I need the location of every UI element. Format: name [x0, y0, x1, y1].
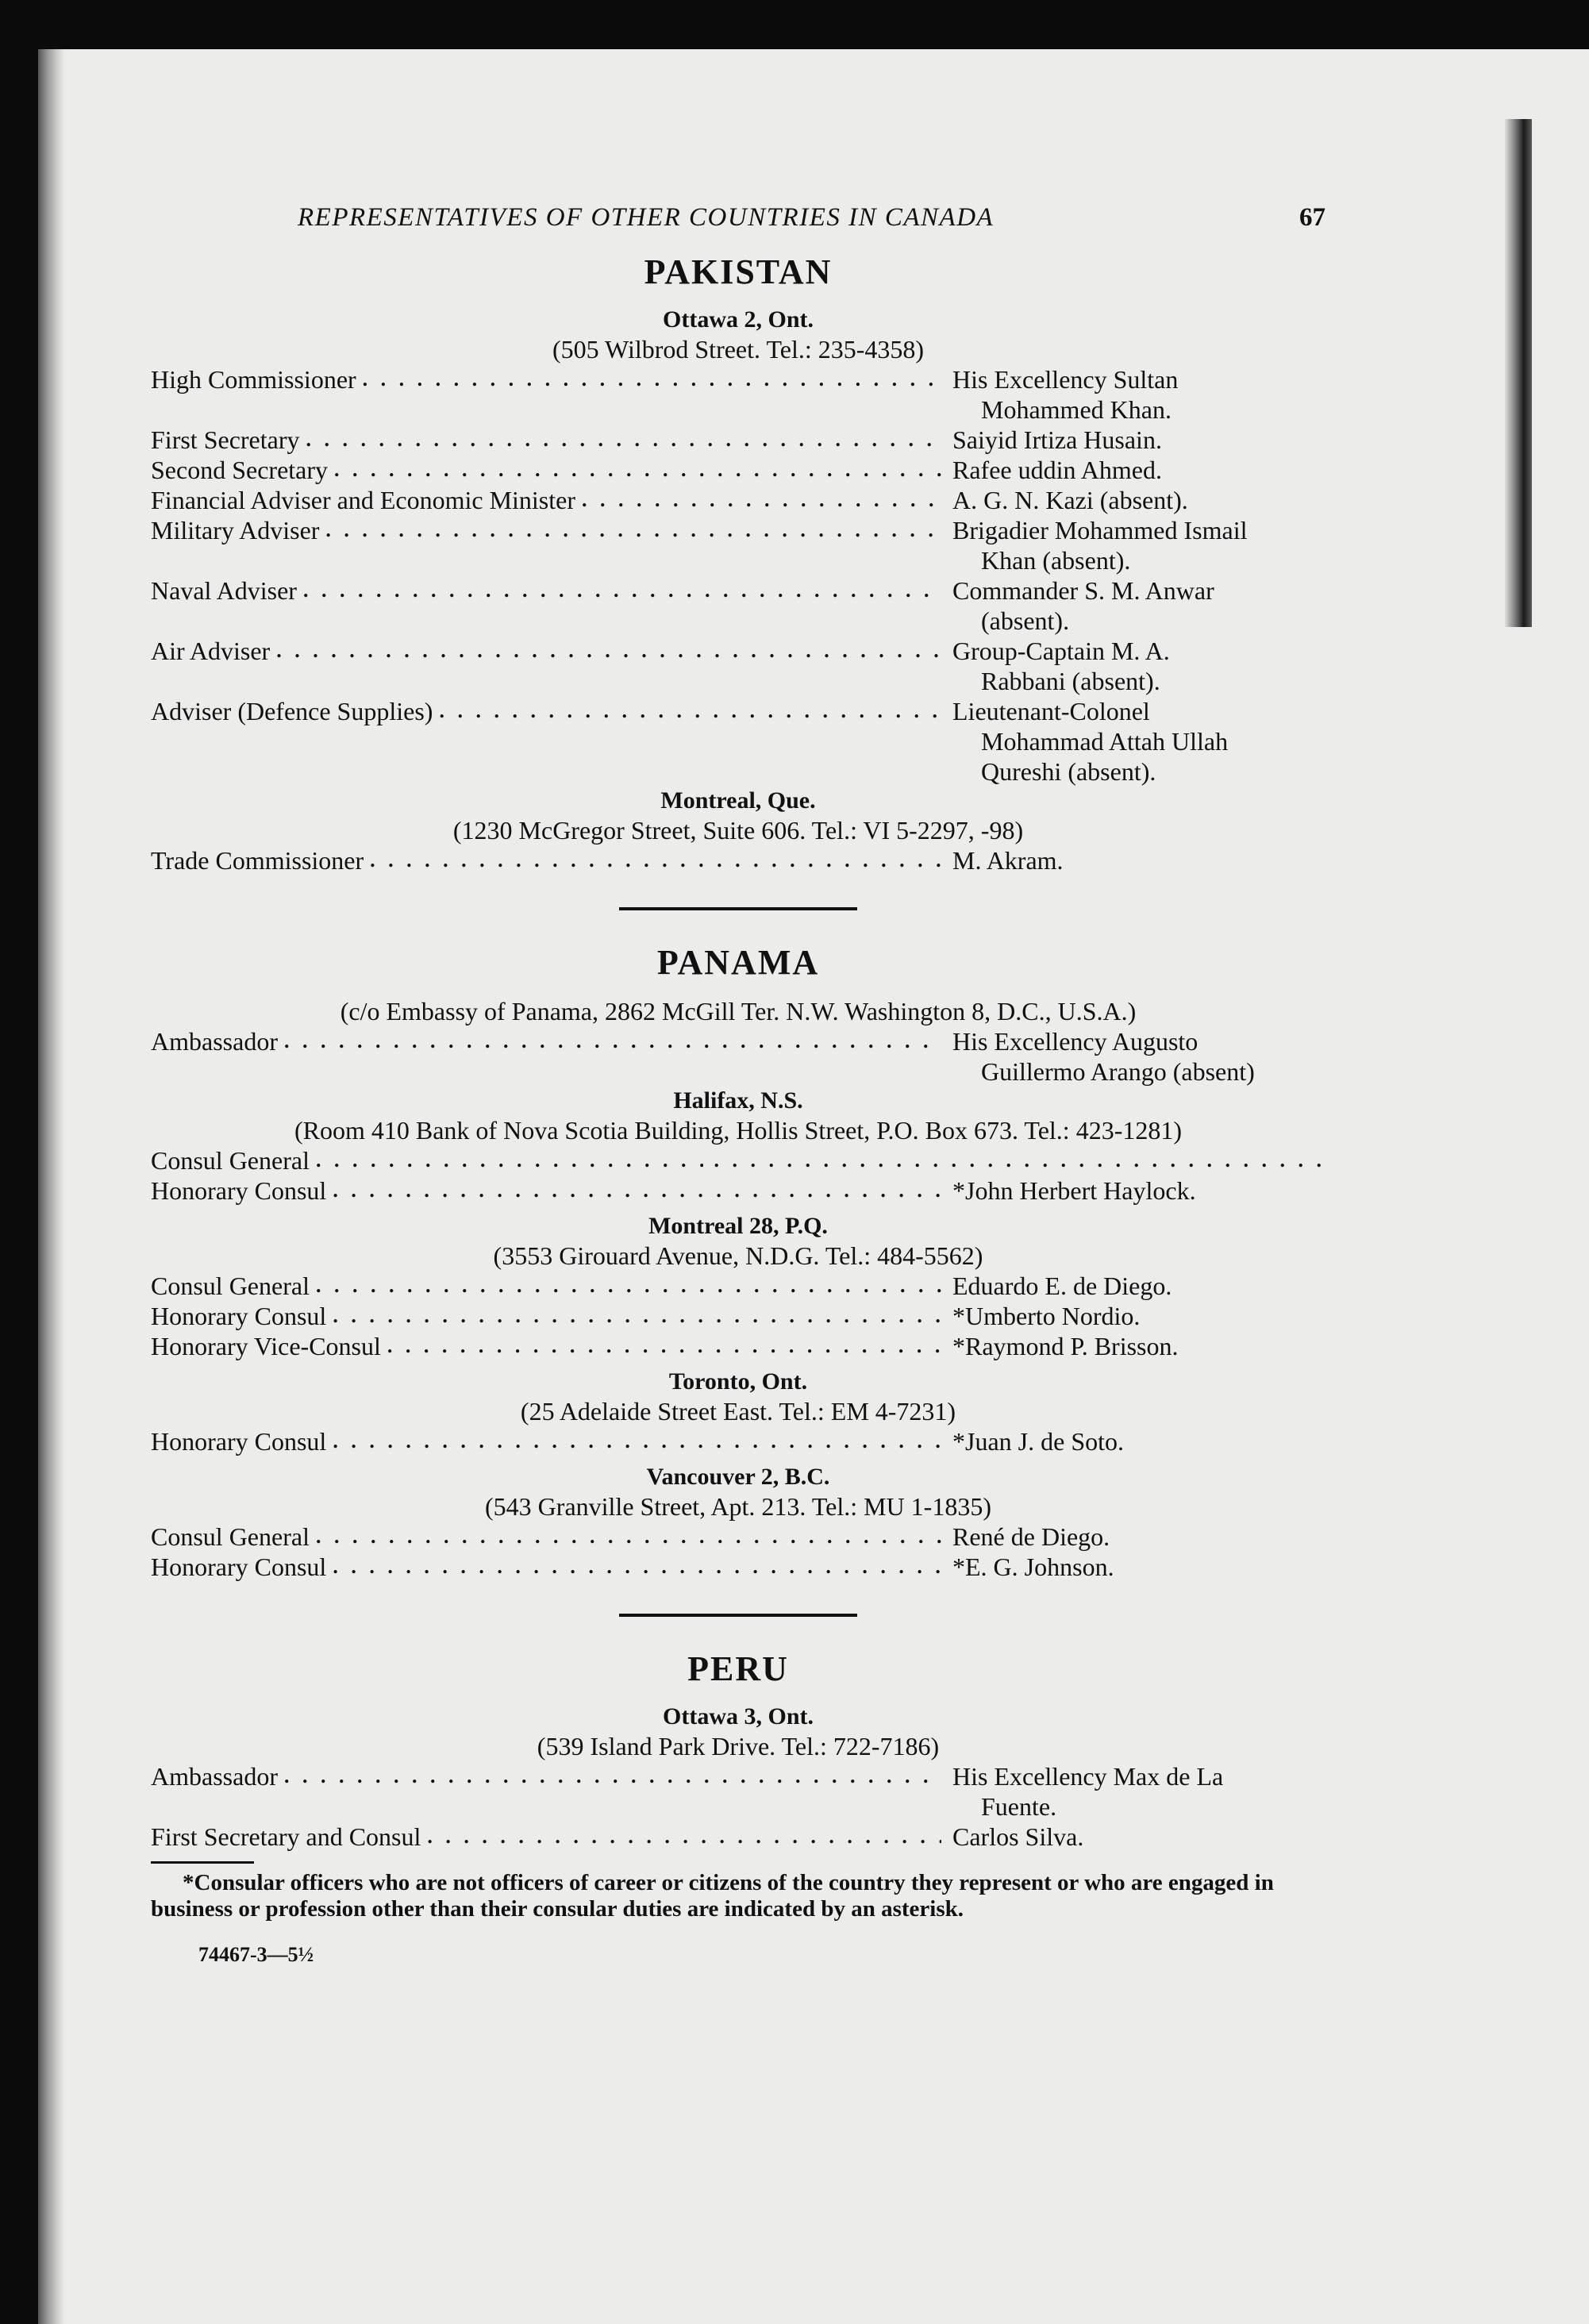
dot-leader: [333, 1426, 941, 1456]
holder-line: Mohammad Attah Ullah: [981, 727, 1229, 756]
city-heading: Montreal, Que.: [660, 787, 816, 814]
mission-address: (505 Wilbrod Street. Tel.: 235-4358): [552, 335, 925, 364]
office-holder: [952, 485, 1325, 515]
city-heading: Ottawa 3, Ont.: [663, 1703, 814, 1730]
office-holder: [952, 1761, 1325, 1822]
holder-line: Mohammed Khan.: [981, 395, 1172, 424]
office-holder: [952, 845, 1325, 875]
role-label: Air Adviser: [151, 637, 271, 665]
role-label: Honorary Consul: [151, 1553, 327, 1581]
dot-leader: [284, 1026, 941, 1056]
role-label: Military Adviser: [151, 516, 320, 544]
holder-line: Qureshi (absent).: [981, 757, 1156, 786]
staff-entry: [151, 1301, 1325, 1331]
page-number: 67: [1299, 203, 1325, 232]
mission-address: (543 Granville Street, Apt. 213. Tel.: MU 1-1835): [485, 1492, 991, 1521]
holder-line: M. Akram.: [952, 846, 1064, 875]
holder-line: A. G. N. Kazi (absent).: [952, 486, 1188, 514]
country-heading: PERU: [687, 1649, 789, 1688]
office-holder: [952, 696, 1325, 787]
staff-entry: [151, 1522, 1325, 1552]
holder-line: *Juan J. de Soto.: [952, 1427, 1124, 1456]
holder-line: Fuente.: [981, 1792, 1057, 1821]
holder-line: Eduardo E. de Diego.: [952, 1272, 1172, 1300]
dot-leader: [306, 425, 942, 455]
city-heading: Halifax, N.S.: [673, 1087, 803, 1114]
staff-entry: [151, 696, 1325, 787]
staff-entry: [151, 515, 1325, 575]
holder-line: His Excellency Augusto: [952, 1027, 1198, 1056]
office-holder: [952, 1331, 1325, 1361]
staff-entry: [151, 1426, 1325, 1456]
dot-leader: [439, 696, 941, 726]
office-holder: [952, 1426, 1325, 1456]
holder-line: Khan (absent).: [981, 546, 1131, 575]
dot-leader: [276, 636, 941, 666]
page-binding-shadow-left: [38, 49, 65, 2324]
dot-leader: [363, 364, 941, 394]
dot-leader: [303, 575, 941, 606]
role-label: Adviser (Defence Supplies): [151, 697, 433, 725]
role-label: First Secretary: [151, 425, 300, 454]
office-holder: [952, 1301, 1325, 1331]
dot-leader: [334, 455, 941, 485]
scan-border-left: [0, 0, 38, 2324]
city-heading: Montreal 28, P.Q.: [648, 1213, 828, 1239]
office-holder: [952, 515, 1325, 575]
document-page: [151, 202, 1325, 1970]
office-holder: [952, 636, 1325, 696]
role-label: Honorary Consul: [151, 1427, 327, 1456]
country-heading: PAKISTAN: [644, 252, 833, 291]
section-divider: [619, 1614, 857, 1617]
role-label: Honorary Consul: [151, 1176, 327, 1205]
holder-line: Saiyid Irtiza Husain.: [952, 425, 1162, 454]
holder-line: Brigadier Mohammed Ismail: [952, 516, 1248, 544]
holder-line: *John Herbert Haylock.: [952, 1176, 1196, 1205]
office-holder: [952, 1552, 1325, 1582]
role-label: Financial Adviser and Economic Minister: [151, 486, 575, 514]
running-title: REPRESENTATIVES OF OTHER COUNTRIES IN CANADA: [298, 203, 995, 232]
dot-leader: [316, 1522, 941, 1552]
role-label: Naval Adviser: [151, 576, 297, 605]
holder-line: Group-Captain M. A.: [952, 637, 1170, 665]
role-label: Ambassador: [151, 1762, 278, 1791]
staff-entry: [151, 455, 1325, 485]
mission-address: (539 Island Park Drive. Tel.: 722-7186): [537, 1732, 940, 1760]
holder-line: *Raymond P. Brisson.: [952, 1332, 1179, 1360]
dot-leader: [370, 845, 941, 875]
dot-leader: [316, 1271, 941, 1301]
staff-entry: [151, 1175, 1325, 1206]
role-label: Trade Commissioner: [151, 846, 364, 875]
holder-line: Carlos Silva.: [952, 1822, 1084, 1851]
office-holder: [952, 575, 1325, 636]
dot-leader: [284, 1761, 941, 1791]
mission-address: (1230 McGregor Street, Suite 606. Tel.: VI 5-2297, -98): [452, 816, 1024, 845]
section-pakistan: [151, 252, 1325, 875]
staff-entry: [151, 1271, 1325, 1301]
role-label: Consul General: [151, 1522, 310, 1551]
footnote-rule: [151, 1861, 254, 1864]
dot-leader: [325, 515, 941, 545]
office-holder-vacant: [714, 1145, 1326, 1175]
holder-line: René de Diego.: [952, 1522, 1110, 1551]
scan-border-top: [0, 0, 1589, 49]
role-label: First Secretary and Consul: [151, 1822, 421, 1851]
role-label: Consul General: [151, 1146, 310, 1175]
section-peru: [151, 1649, 1325, 1852]
dot-leader: [333, 1175, 941, 1206]
holder-line: His Excellency Max de La: [952, 1762, 1224, 1791]
staff-entry: [151, 1145, 1325, 1175]
role-label: Honorary Vice-Consul: [151, 1332, 381, 1360]
holder-line: Commander S. M. Anwar: [952, 576, 1214, 605]
office-holder: [952, 1271, 1325, 1301]
role-label: Consul General: [151, 1272, 310, 1300]
staff-entry: [151, 575, 1325, 636]
dot-leader: [427, 1822, 941, 1852]
office-holder: [952, 364, 1325, 425]
city-heading: Toronto, Ont.: [668, 1368, 808, 1395]
office-holder: [952, 1175, 1325, 1206]
city-heading: Vancouver 2, B.C.: [646, 1464, 830, 1490]
page-binding-shadow-right: [1505, 119, 1532, 627]
office-holder: [952, 1822, 1325, 1852]
dot-leader: [333, 1301, 941, 1331]
dot-leader: [387, 1331, 941, 1361]
section-panama: [151, 942, 1325, 1582]
holder-line: *Umberto Nordio.: [952, 1302, 1141, 1330]
staff-entry: [151, 1026, 1325, 1087]
holder-line: Lieutenant-Colonel: [952, 697, 1150, 725]
role-label: Honorary Consul: [151, 1302, 327, 1330]
holder-line: Rafee uddin Ahmed.: [952, 456, 1162, 484]
role-label: High Commissioner: [151, 365, 356, 394]
mission-address: (c/o Embassy of Panama, 2862 McGill Ter. N.W. Washington 8, D.C., U.S.A.): [340, 997, 1137, 1025]
staff-entry: [151, 1761, 1325, 1822]
mission-address: (3553 Girouard Avenue, N.D.G. Tel.: 484-5562): [493, 1241, 983, 1270]
dot-leader: [582, 485, 941, 515]
country-heading: PANAMA: [656, 943, 820, 982]
holder-line: His Excellency Sultan: [952, 365, 1179, 394]
staff-entry: [151, 364, 1325, 425]
dot-leader: [316, 1145, 703, 1175]
staff-entry: [151, 485, 1325, 515]
office-holder: [952, 1522, 1325, 1552]
vacant-dot-leader: [714, 1145, 1326, 1175]
staff-entry: [151, 1552, 1325, 1582]
city-heading: Ottawa 2, Ont.: [663, 306, 814, 333]
staff-entry: [151, 1822, 1325, 1852]
holder-line: (absent).: [981, 606, 1070, 635]
role-label: Ambassador: [151, 1027, 278, 1056]
staff-entry: [151, 425, 1325, 455]
mission-address: (Room 410 Bank of Nova Scotia Building, Hollis Street, P.O. Box 673. Tel.: 423-1281): [294, 1116, 1182, 1145]
holder-line: Guillermo Arango (absent): [981, 1057, 1255, 1086]
office-holder: [952, 455, 1325, 485]
office-holder: [952, 425, 1325, 455]
section-divider: [619, 907, 857, 910]
staff-entry: [151, 636, 1325, 696]
mission-address: (25 Adelaide Street East. Tel.: EM 4-7231): [520, 1397, 956, 1426]
staff-entry: [151, 1331, 1325, 1361]
staff-entry: [151, 845, 1325, 875]
footnote: *Consular officers who are not officers of career or citizens of the country they represent or who are engaged in business or profession other than their consular duties are indicated by an asterisk.: [151, 1870, 1274, 1922]
holder-line: Rabbani (absent).: [981, 667, 1160, 695]
role-label: Second Secretary: [151, 456, 329, 484]
office-holder: [952, 1026, 1325, 1087]
holder-line: *E. G. Johnson.: [952, 1553, 1114, 1581]
printer-code: 74467-3—5½: [198, 1943, 314, 1966]
dot-leader: [333, 1552, 941, 1582]
running-head: [151, 202, 1325, 237]
